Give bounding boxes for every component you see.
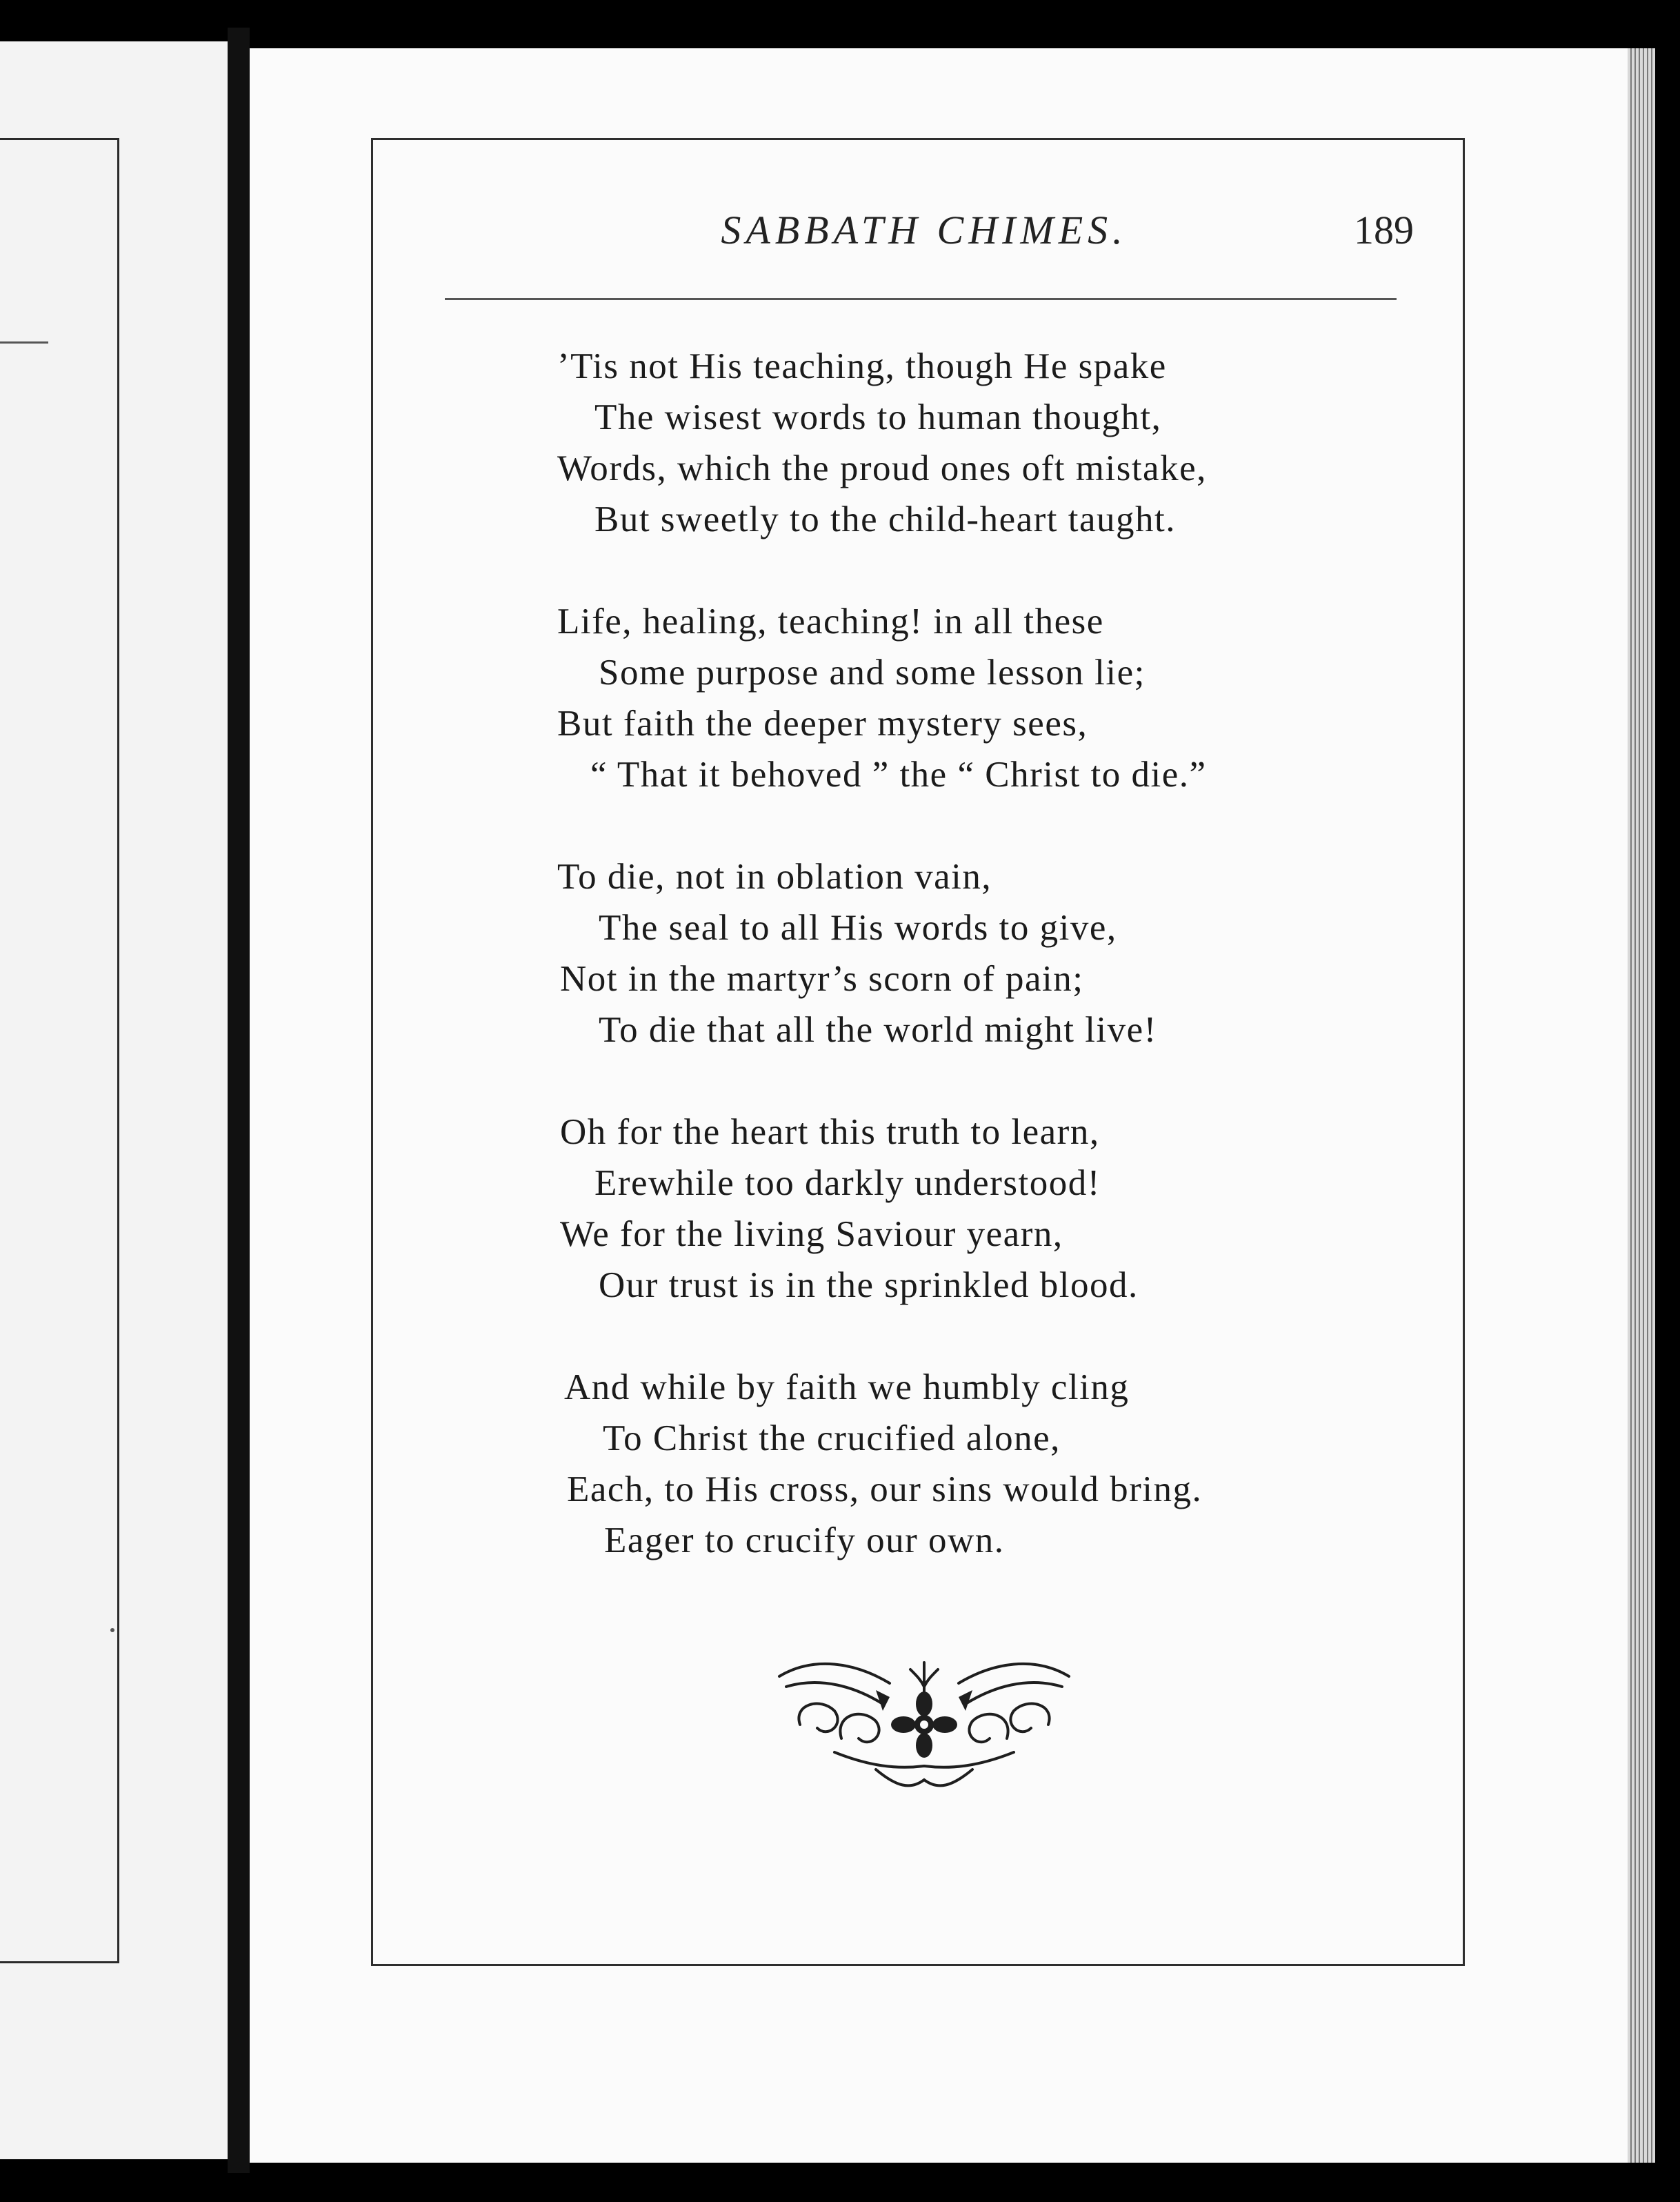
poem-line: To die that all the world might live! — [599, 1010, 1157, 1050]
poem-line: Words, which the proud ones oft mistake, — [557, 448, 1207, 488]
left-page-speck — [110, 1628, 114, 1632]
left-page-frame — [0, 138, 119, 1963]
poem-line: Each, to His cross, our sins would bring. — [567, 1469, 1203, 1509]
header-rule — [445, 298, 1397, 300]
poem-line: Oh for the heart this truth to learn, — [560, 1112, 1100, 1152]
poem-line: We for the living Saviour yearn, — [560, 1214, 1063, 1254]
page-edges — [1628, 48, 1655, 2173]
running-title: SABBATH CHIMES. — [721, 208, 1128, 252]
poem-line: But sweetly to the child-heart taught. — [594, 499, 1176, 539]
poem-line: The wisest words to human thought, — [594, 397, 1162, 437]
poem-line: And while by faith we humbly cling — [564, 1367, 1130, 1407]
poem-line: Eager to crucify our own. — [604, 1520, 1005, 1560]
poem-line: ’Tis not His teaching, though He spake — [557, 346, 1167, 386]
poem-line: The seal to all His words to give, — [599, 908, 1117, 948]
poem-line: Life, healing, teaching! in all these — [557, 602, 1104, 642]
left-page — [0, 41, 228, 2159]
page-number: 189 — [1354, 208, 1414, 252]
poem-line: To Christ the crucified alone, — [603, 1418, 1061, 1458]
floral-ornament-icon — [772, 1649, 1076, 1794]
left-page-rule — [0, 341, 48, 344]
poem-line: Erewhile too darkly understood! — [594, 1163, 1101, 1203]
poem-line: Some purpose and some lesson lie; — [599, 653, 1146, 693]
poem-line: But faith the deeper mystery sees, — [557, 704, 1088, 744]
bottom-shadow — [250, 2163, 1657, 2202]
book-spine — [228, 28, 250, 2173]
poem-line: “ That it behoved ” the “ Christ to die.” — [590, 755, 1207, 795]
poem-line: Not in the martyr’s scorn of pain; — [560, 959, 1084, 999]
poem-line: To die, not in oblation vain, — [557, 857, 992, 897]
poem-line: Our trust is in the sprinkled blood. — [599, 1265, 1139, 1305]
